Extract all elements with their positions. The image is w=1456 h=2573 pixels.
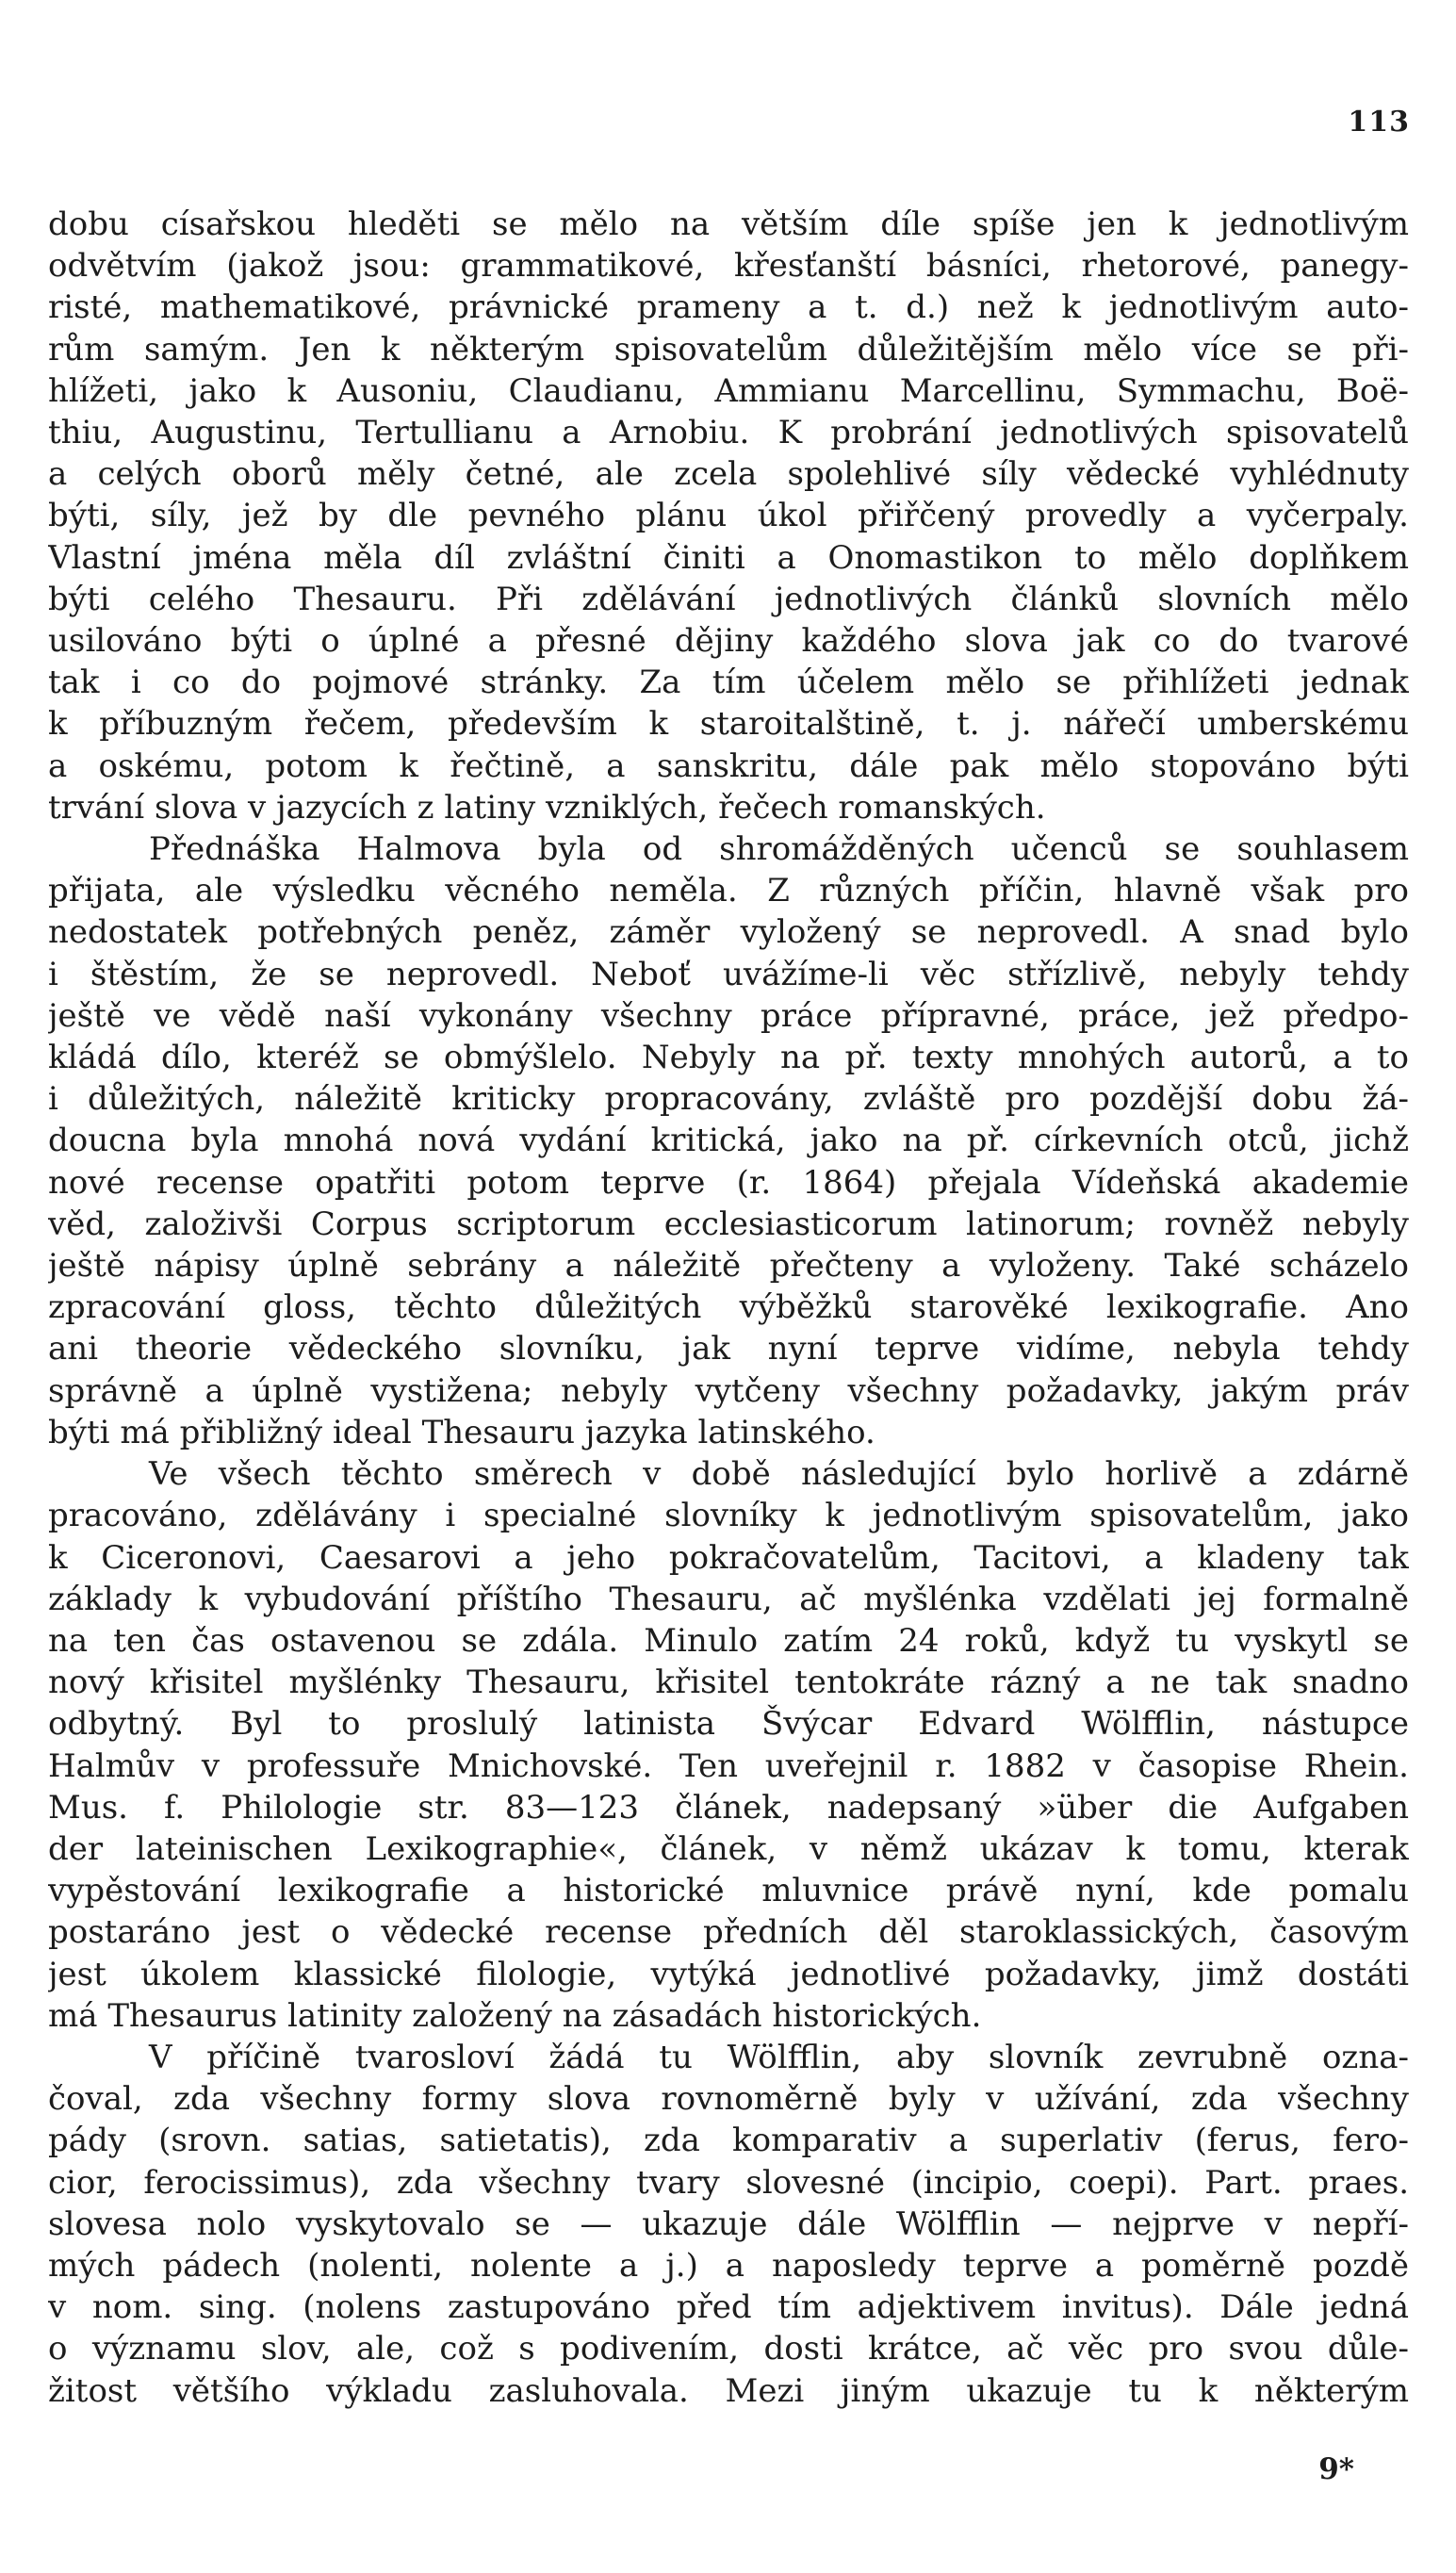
text-line: kládá dílo, kteréž se obmýšlelo. Nebyly na př. texty mnohých autorů, a to: [48, 1039, 1409, 1077]
text-line: nový křisitel myšlénky Thesauru, křisitel tentokráte rázný a ne tak snadno: [48, 1663, 1409, 1702]
paragraph-end-line: má Thesaurus latinity založený na zásadách historických.: [48, 1996, 982, 2035]
text-line: risté, mathematikové, právnické prameny a t. d.) než k jednotlivým auto-: [48, 288, 1409, 327]
paragraph-start-line: Ve všech těchto směrech v době následující bylo horlivě a zdárně: [149, 1455, 1409, 1494]
text-line: ani theorie vědeckého slovníku, jak nyní teprve vidíme, nebyla tehdy: [48, 1330, 1409, 1368]
text-line: i štěstím, že se neprovedl. Neboť uvážíme-li věc střízlivě, nebyly tehdy: [48, 955, 1409, 993]
text-line: i důležitých, náležitě kriticky propracovány, zvláště pro pozdější dobu žá-: [48, 1080, 1409, 1119]
text-line: věd, založivši Corpus scriptorum ecclesiasticorum latinorum; rovněž nebyly: [48, 1205, 1409, 1243]
text-line: vypěstování lexikografie a historické mluvnice právě nyní, kde pomalu: [48, 1872, 1409, 1910]
text-line: hlížeti, jako k Ausoniu, Claudianu, Ammianu Marcellinu, Symmachu, Boë-: [48, 371, 1409, 410]
text-line: usilováno býti o úplné a přesné dějiny každého slova jak co do tvarové: [48, 622, 1409, 661]
text-line: správně a úplně vystižena; nebyly vytčeny všechny požadavky, jakým práv: [48, 1371, 1409, 1410]
text-line: a oskému, potom k řečtině, a sanskritu, dále pak mělo stopováno býti: [48, 746, 1409, 785]
text-line: ještě nápisy úplně sebrány a náležitě přečteny a vyloženy. Také scházelo: [48, 1247, 1409, 1286]
text-line: dobu císařskou hleděti se mělo na větším díle spíše jen k jednotlivým: [48, 205, 1409, 243]
text-line: odvětvím (jakož jsou: grammatikové, křesťanští básníci, rhetorové, panegy-: [48, 247, 1409, 286]
text-line: na ten čas ostavenou se zdála. Minulo zatím 24 roků, když tu vyskytl se: [48, 1621, 1409, 1660]
text-line: k příbuzným řečem, především k staroitalštině, t. j. nářečí umberskému: [48, 705, 1409, 744]
text-line: rům samým. Jen k některým spisovatelům důležitějším mělo více se při-: [48, 330, 1409, 369]
text-line: Halmův v professuře Mnichovské. Ten uveřejnil r. 1882 v časopise Rhein.: [48, 1746, 1409, 1785]
text-line: býti celého Thesauru. Při zdělávání jednotlivých článků slovních mělo: [48, 580, 1409, 618]
text-line: Mus. f. Philologie str. 83—123 článek, nadepsaný »über die Aufgaben: [48, 1788, 1409, 1827]
text-line: býti, síly, jež by dle pevného plánu úkol přiřčený provedly a vyčerpaly.: [48, 497, 1409, 535]
text-line: o významu slov, ale, což s podivením, dosti krátce, ač věc pro svou důle-: [48, 2330, 1409, 2368]
text-line: zpracování gloss, těchto důležitých výběžků starověké lexikografie. Ano: [48, 1288, 1409, 1327]
body-text: [48, 204, 1409, 2412]
text-line: slovesa nolo vyskytovalo se — ukazuje dále Wölfflin — nejprve v nepří-: [48, 2204, 1409, 2243]
text-line: a celých oborů měly četné, ale zcela spolehlivé síly vědecké vyhlédnuty: [48, 455, 1409, 494]
text-line: k Ciceronovi, Caesarovi a jeho pokračovatelům, Tacitovi, a kladeny tak: [48, 1538, 1409, 1577]
text-line: Vlastní jména měla díl zvláštní činiti a Onomastikon to mělo doplňkem: [48, 538, 1409, 577]
text-line: jest úkolem klassické filologie, vytýká jednotlivé požadavky, jimž dostáti: [48, 1955, 1409, 1993]
text-line: pracováno, zdělávány i specialné slovníky k jednotlivým spisovatelům, jako: [48, 1497, 1409, 1535]
text-line: ještě ve vědě naší vykonány všechny práce přípravné, práce, jež předpo-: [48, 996, 1409, 1035]
text-line: doucna byla mnohá nová vydání kritická, jako na př. církevních otců, jichž: [48, 1122, 1409, 1160]
text-line: tak i co do pojmové stránky. Za tím účelem mělo se přihlížeti jednak: [48, 664, 1409, 702]
paragraph-end-line: býti má přibližný ideal Thesauru jazyka latinského.: [48, 1413, 875, 1451]
text-line: přijata, ale výsledku věcného neměla. Z různých příčin, hlavně však pro: [48, 872, 1409, 910]
text-line: postaráno jest o vědecké recense předních děl staroklassických, časovým: [48, 1913, 1409, 1952]
page-number: 113: [1348, 106, 1410, 139]
text-line: thiu, Augustinu, Tertullianu a Arnobiu. K probrání jednotlivých spisovatelů: [48, 414, 1409, 452]
text-line: odbytný. Byl to proslulý latinista Švýcar Edvard Wölfflin, nástupce: [48, 1705, 1409, 1744]
text-line: žitost většího výkladu zasluhovala. Mezi jiným ukazuje tu k některým: [48, 2371, 1409, 2410]
text-line: v nom. sing. (nolens zastupováno před tím adjektivem invitus). Dále jedná: [48, 2288, 1409, 2327]
text-line: nedostatek potřebných peněz, záměr vyložený se neprovedl. A snad bylo: [48, 913, 1409, 952]
paragraph-start-line: V příčině tvarosloví žádá tu Wölfflin, aby slovník zevrubně ozna-: [149, 2038, 1409, 2076]
text-line: der lateinischen Lexikographie«, článek, v němž ukázav k tomu, kterak: [48, 1829, 1409, 1868]
text-line: mých pádech (nolenti, nolente a j.) a naposledy teprve a poměrně pozdě: [48, 2246, 1409, 2285]
paragraph-start-line: Přednáška Halmova byla od shromážděných učenců se souhlasem: [149, 830, 1409, 869]
text-line: základy k vybudování příštího Thesauru, ač myšlénka vzdělati jej formalně: [48, 1580, 1409, 1618]
signature-mark: 9*: [1318, 2452, 1354, 2486]
text-line: pády (srovn. satias, satietatis), zda komparativ a superlativ (ferus, fero-: [48, 2122, 1409, 2160]
text-line: cior, ferocissimus), zda všechny tvary slovesné (incipio, coepi). Part. praes.: [48, 2163, 1409, 2202]
text-line: nové recense opatřiti potom teprve (r. 1864) přejala Vídeňská akademie: [48, 1163, 1409, 1202]
paragraph-end-line: trvání slova v jazycích z latiny vzniklých, řečech romanských.: [48, 788, 1046, 827]
text-line: čoval, zda všechny formy slova rovnoměrně byly v užívání, zda všechny: [48, 2080, 1409, 2119]
